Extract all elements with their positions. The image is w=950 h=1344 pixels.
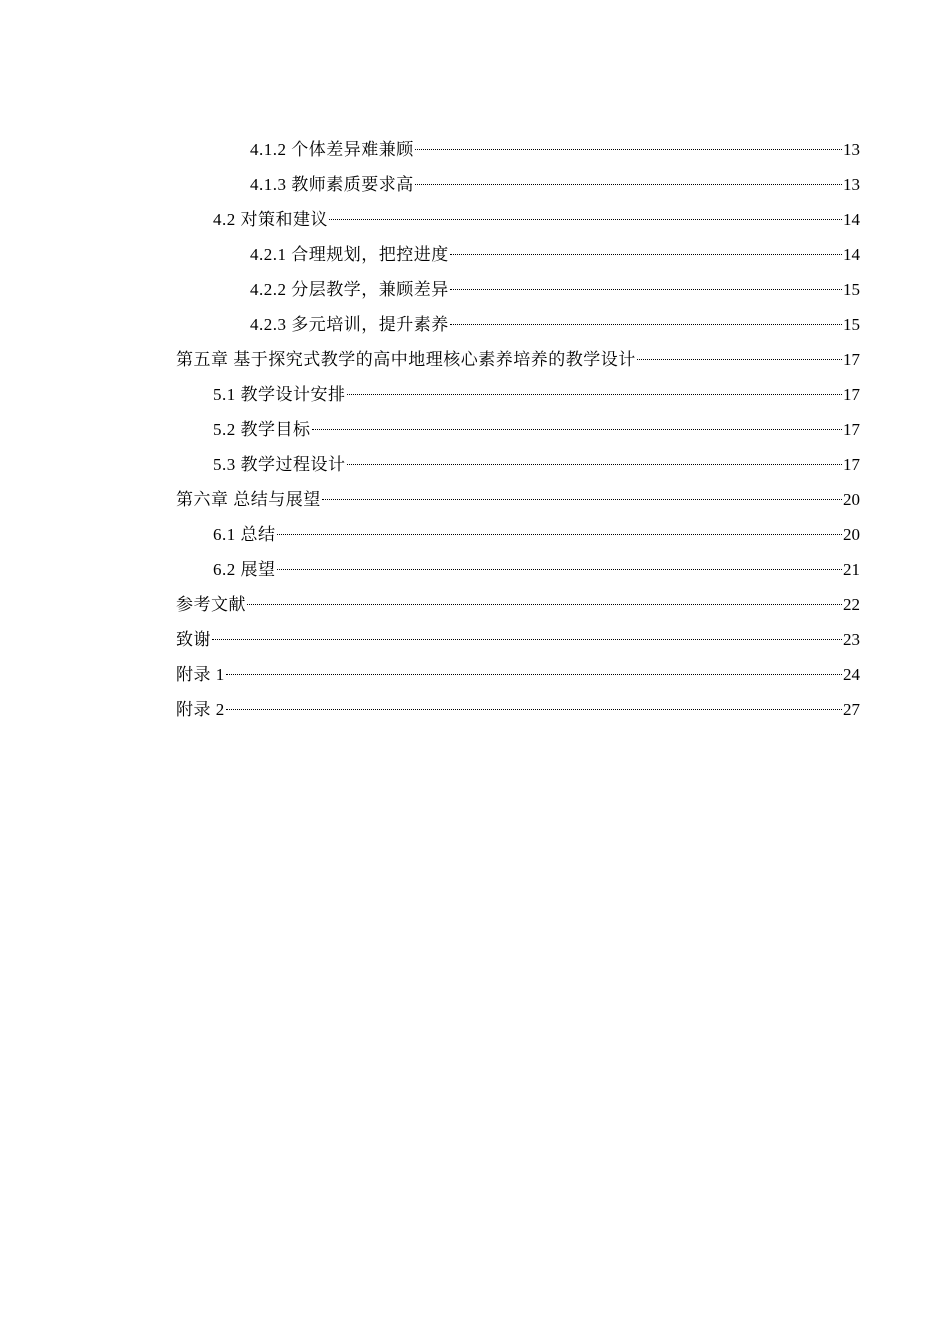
toc-entry-page-number: 14 <box>843 245 860 264</box>
toc-entry-title: 5.2 教学目标 <box>213 420 311 439</box>
toc-entry-page-number: 17 <box>843 350 860 369</box>
toc-entry-5-2[interactable] <box>176 412 860 447</box>
toc-dot-leader <box>277 534 843 535</box>
toc-entry-4-1-2[interactable] <box>176 132 860 167</box>
toc-entry-5-1[interactable] <box>176 377 860 412</box>
toc-entry-title: 参考文献 <box>176 595 246 614</box>
toc-entry-5-3[interactable] <box>176 447 860 482</box>
toc-entry-title: 4.2.1 合理规划，把控进度 <box>250 245 449 264</box>
toc-dot-leader <box>415 149 842 150</box>
toc-entry-title: 4.1.3 教师素质要求高 <box>250 175 414 194</box>
toc-entry-title: 4.2 对策和建议 <box>213 210 328 229</box>
toc-dot-leader <box>226 709 842 710</box>
toc-entry-6-1[interactable] <box>176 517 860 552</box>
toc-dot-leader <box>450 289 842 290</box>
toc-entry-title: 5.3 教学过程设计 <box>213 455 346 474</box>
toc-entry-title: 5.1 教学设计安排 <box>213 385 346 404</box>
toc-entry-title: 6.2 展望 <box>213 560 276 579</box>
toc-dot-leader <box>347 464 843 465</box>
toc-entry-references[interactable] <box>176 587 860 622</box>
toc-dot-leader <box>322 499 842 500</box>
toc-entry-page-number: 22 <box>843 595 860 614</box>
toc-entry-page-number: 17 <box>843 455 860 474</box>
toc-entry-title: 4.2.3 多元培训，提升素养 <box>250 315 449 334</box>
toc-entry-page-number: 20 <box>843 525 860 544</box>
toc-entry-4-2-2[interactable] <box>176 272 860 307</box>
table-of-contents <box>176 132 860 727</box>
toc-entry-chapter-5[interactable] <box>176 342 860 377</box>
toc-entry-page-number: 14 <box>843 210 860 229</box>
toc-entry-page-number: 27 <box>843 700 860 719</box>
toc-entry-appendix-2[interactable] <box>176 692 860 727</box>
toc-entry-page-number: 17 <box>843 420 860 439</box>
toc-entry-page-number: 17 <box>843 385 860 404</box>
toc-entry-title: 第五章 基于探究式教学的高中地理核心素养培养的教学设计 <box>176 350 636 369</box>
toc-dot-leader <box>312 429 843 430</box>
toc-entry-page-number: 23 <box>843 630 860 649</box>
toc-entry-appendix-1[interactable] <box>176 657 860 692</box>
toc-dot-leader <box>212 639 842 640</box>
toc-dot-leader <box>277 569 843 570</box>
toc-entry-title: 4.1.2 个体差异难兼顾 <box>250 140 414 159</box>
toc-entry-page-number: 20 <box>843 490 860 509</box>
toc-entry-4-1-3[interactable] <box>176 167 860 202</box>
toc-entry-title: 附录 2 <box>176 700 225 719</box>
toc-entry-title: 附录 1 <box>176 665 225 684</box>
toc-entry-page-number: 24 <box>843 665 860 684</box>
toc-entry-4-2-1[interactable] <box>176 237 860 272</box>
toc-entry-page-number: 21 <box>843 560 860 579</box>
toc-dot-leader <box>226 674 842 675</box>
toc-entry-page-number: 15 <box>843 280 860 299</box>
toc-dot-leader <box>450 324 842 325</box>
toc-dot-leader <box>347 394 843 395</box>
toc-entry-acknowledgements[interactable] <box>176 622 860 657</box>
toc-entry-4-2[interactable] <box>176 202 860 237</box>
toc-entry-title: 6.1 总结 <box>213 525 276 544</box>
toc-dot-leader <box>450 254 842 255</box>
toc-entry-6-2[interactable] <box>176 552 860 587</box>
toc-entry-title: 致谢 <box>176 630 211 649</box>
toc-entry-title: 4.2.2 分层教学，兼顾差异 <box>250 280 449 299</box>
toc-dot-leader <box>329 219 842 220</box>
toc-entry-4-2-3[interactable] <box>176 307 860 342</box>
toc-dot-leader <box>637 359 842 360</box>
toc-dot-leader <box>415 184 842 185</box>
toc-entry-page-number: 15 <box>843 315 860 334</box>
toc-entry-page-number: 13 <box>843 140 860 159</box>
toc-entry-page-number: 13 <box>843 175 860 194</box>
toc-entry-chapter-6[interactable] <box>176 482 860 517</box>
toc-entry-title: 第六章 总结与展望 <box>176 490 321 509</box>
toc-dot-leader <box>247 604 842 605</box>
